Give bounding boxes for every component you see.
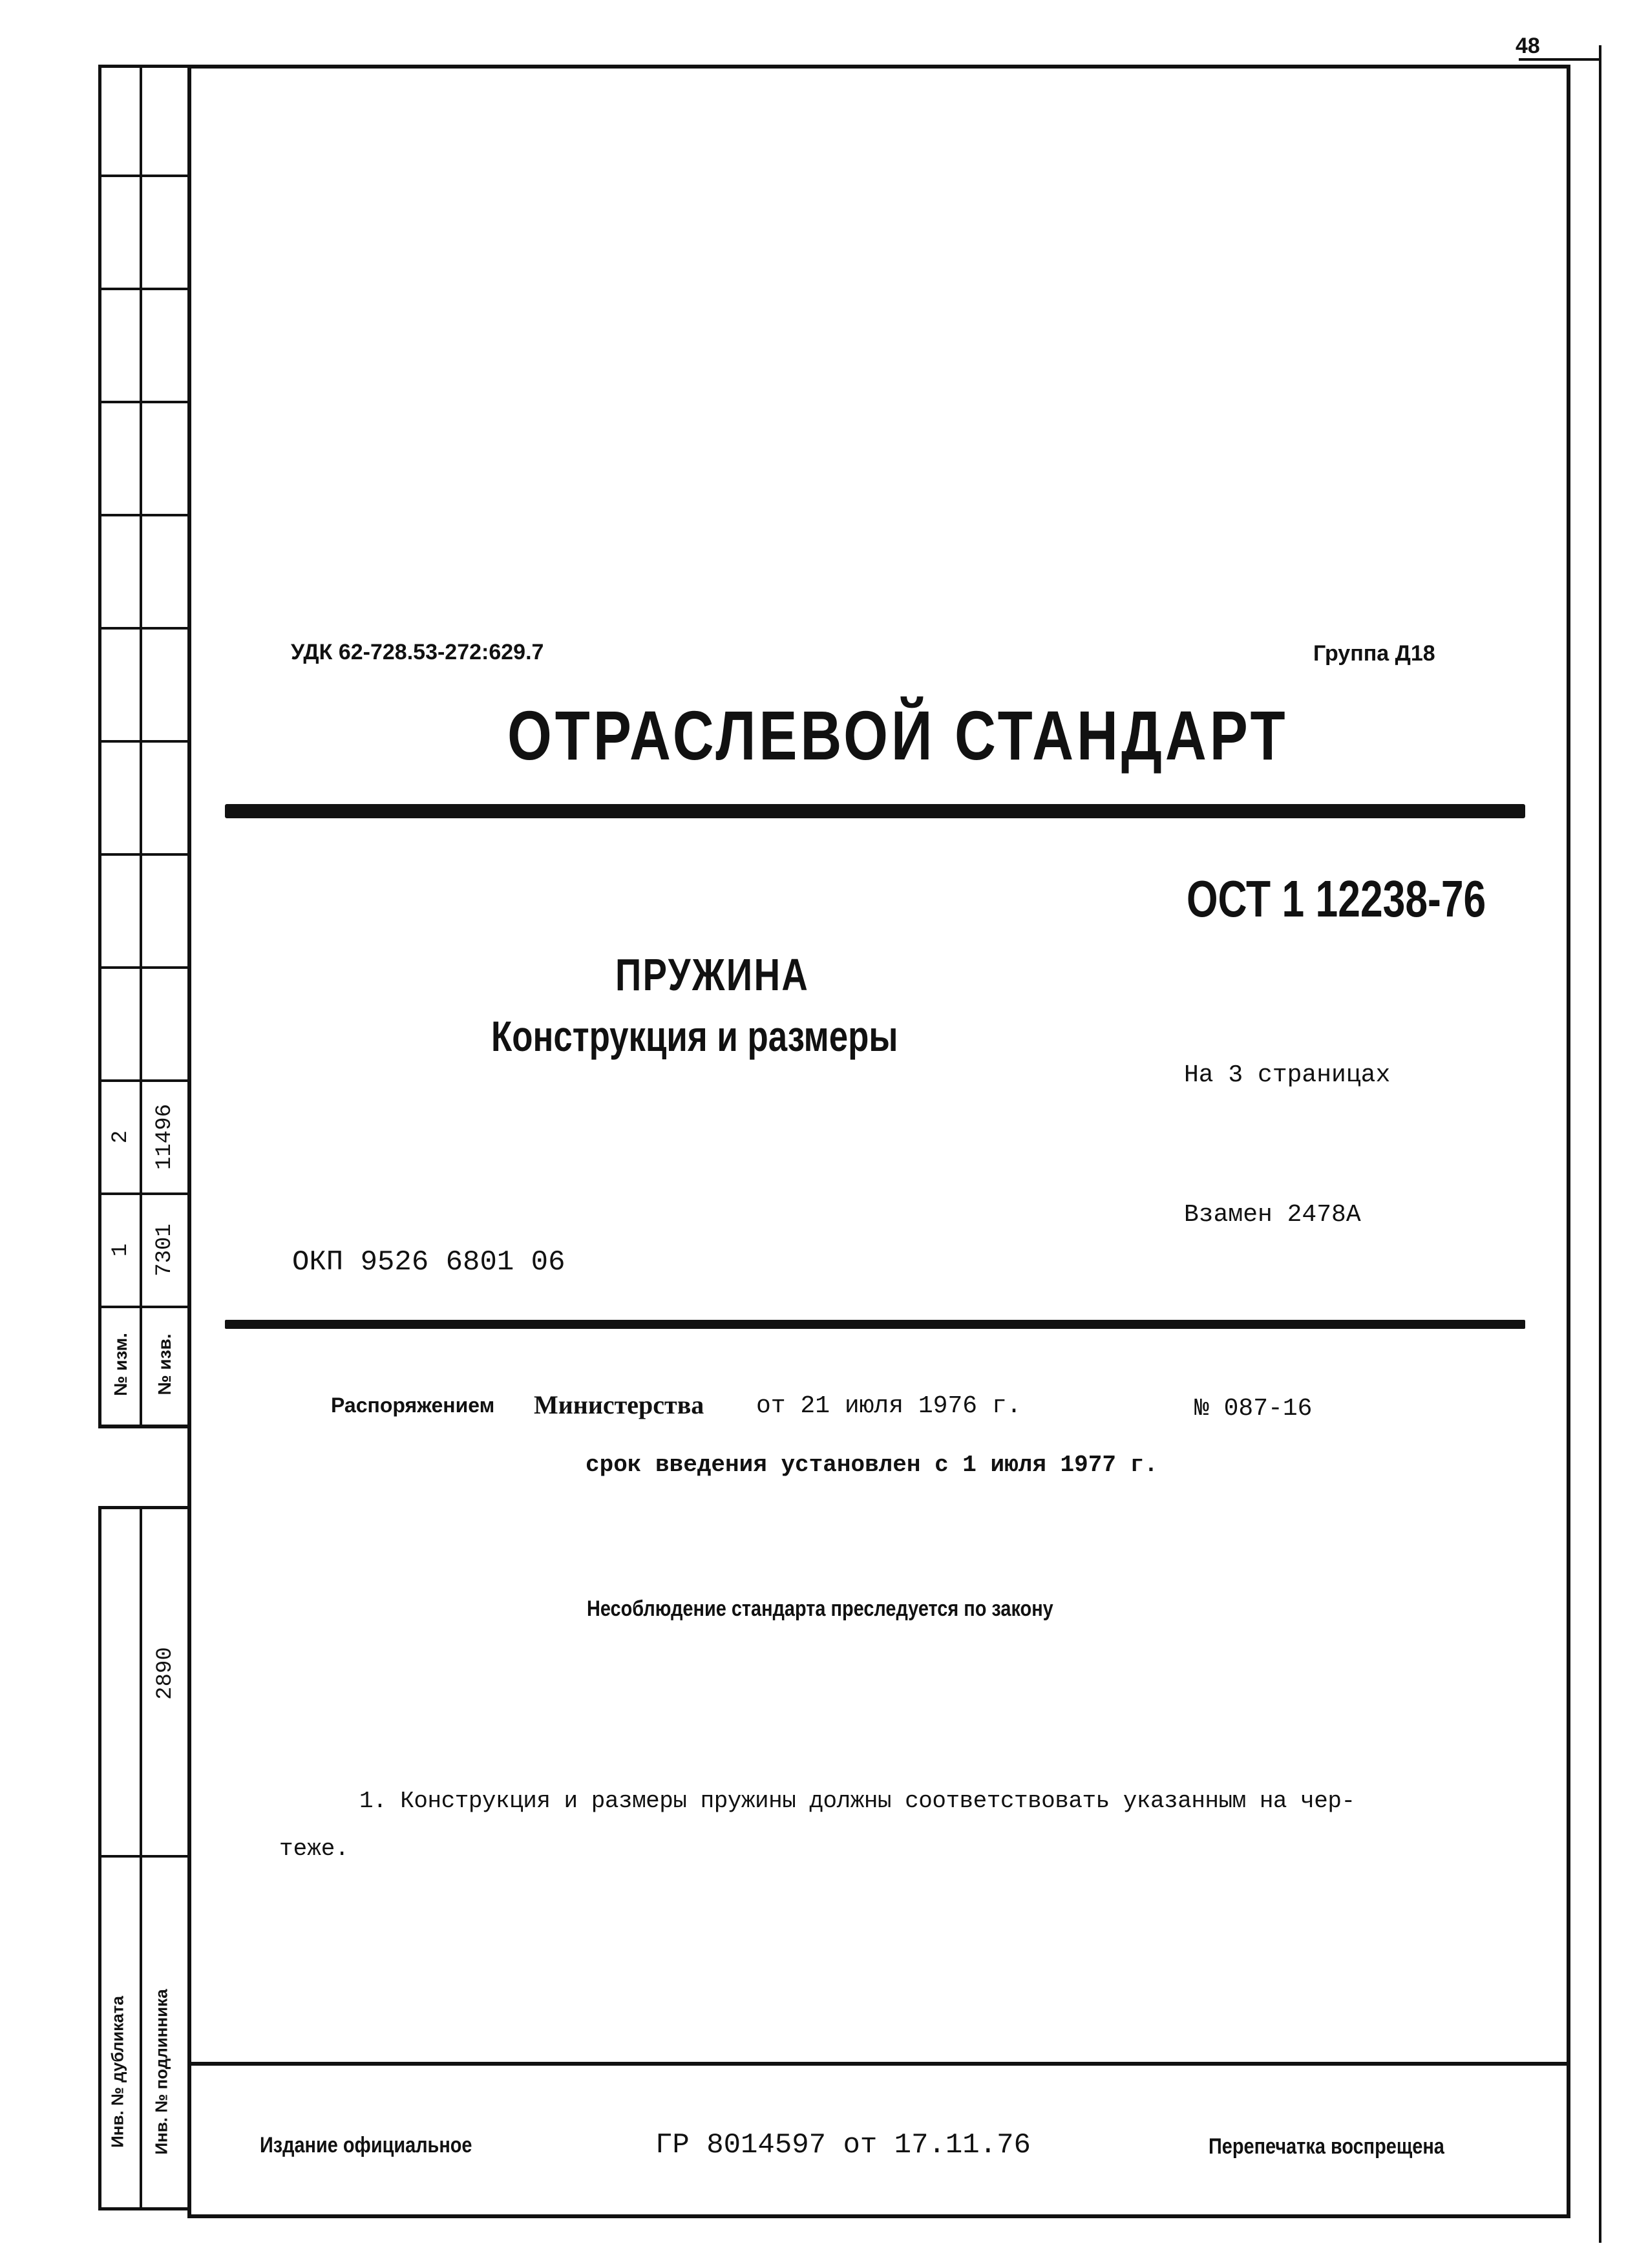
right-edge-line xyxy=(1599,45,1601,2243)
notice-7301: 7301 xyxy=(153,1224,177,1277)
duplicate-label: Инв. № дубликата xyxy=(107,1996,127,2148)
page-title: ОТРАСЛЕВОЙ СТАНДАРТ xyxy=(507,696,1289,774)
original-label: Инв. № подлинника xyxy=(151,1989,171,2155)
page-count: На 3 страницах xyxy=(1184,1061,1391,1089)
body-paragraph-1-cont: теже. xyxy=(279,1836,350,1862)
second-rule xyxy=(225,1320,1525,1329)
footer-reprint: Перепечатка воспрещена xyxy=(1209,2134,1444,2159)
title-rule xyxy=(225,804,1525,818)
effective-date: срок введения установлен с 1 июля 1977 г. xyxy=(586,1452,1158,1478)
footer-official: Издание официальное xyxy=(260,2133,472,2157)
notice-11496: 11496 xyxy=(153,1103,177,1171)
product-name: ПРУЖИНА xyxy=(615,949,810,1000)
order-number: № 087-16 xyxy=(1194,1395,1313,1423)
original-number: 2890 xyxy=(153,1647,178,1700)
page-frame xyxy=(187,65,1570,2218)
page-number: 48 xyxy=(1516,34,1540,58)
body-paragraph-1: 1. Конструкция и размеры пружины должны соответствовать указанным на чер- xyxy=(359,1788,1355,1814)
law-notice: Несоблюдение стандарта преследуется по закону xyxy=(587,1596,1053,1621)
top-edge-line xyxy=(1519,58,1601,61)
change-1: 1 xyxy=(109,1243,133,1257)
footer-registration: ГР 8014597 от 17.11.76 xyxy=(655,2129,1031,2161)
udk-code: УДК 62-728.53-272:629.7 xyxy=(291,640,544,664)
order-by: Распоряжением xyxy=(331,1394,495,1417)
change-header: № изм. xyxy=(111,1333,131,1396)
okp-code: ОКП 9526 6801 06 xyxy=(292,1246,565,1278)
change-2: 2 xyxy=(109,1130,133,1144)
notice-header: № изв. xyxy=(154,1333,174,1395)
inventory-block xyxy=(98,1506,187,2210)
product-subtitle: Конструкция и размеры xyxy=(491,1012,898,1060)
order-date: от 21 июля 1976 г. xyxy=(756,1392,1022,1420)
standard-code: ОСТ 1 12238-76 xyxy=(1187,870,1486,927)
footer-rule xyxy=(187,2062,1567,2066)
replaces: Взамен 2478А xyxy=(1184,1201,1361,1229)
order-ministry: Министерства xyxy=(534,1390,704,1419)
group-code: Группа Д18 xyxy=(1313,641,1435,666)
